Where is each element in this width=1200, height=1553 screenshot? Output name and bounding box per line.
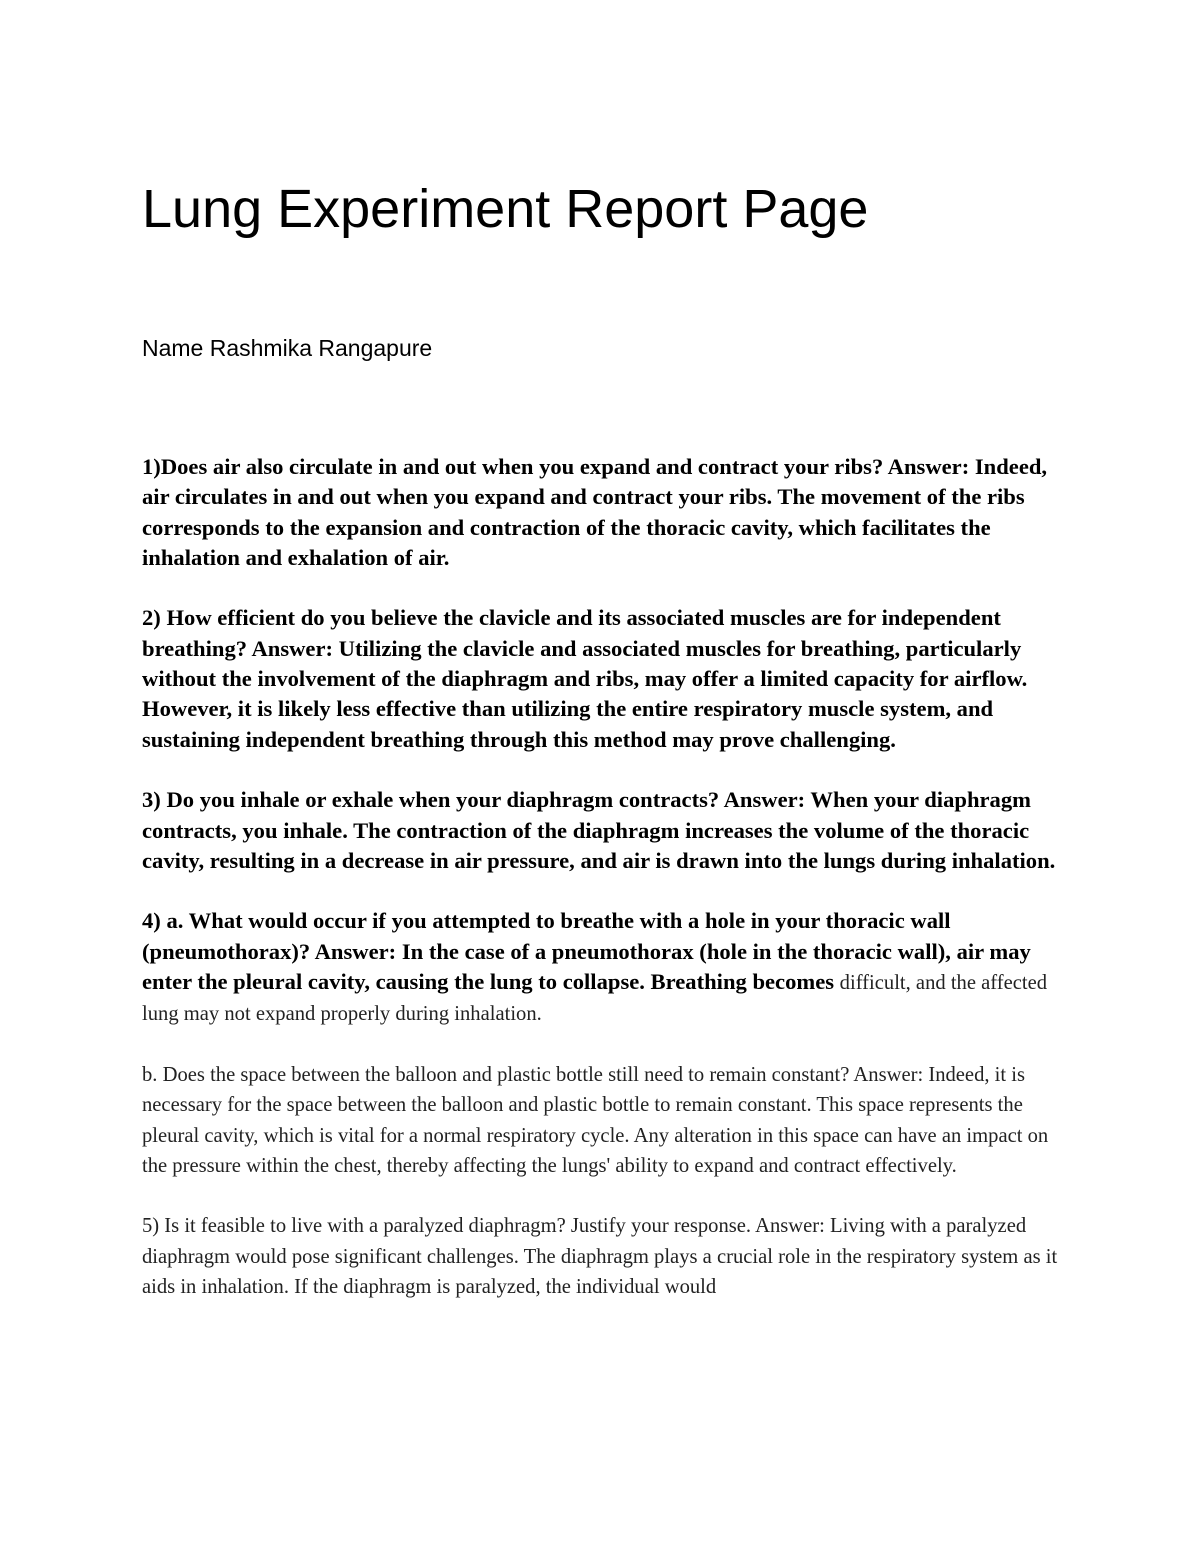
student-name: Name Rashmika Rangapure [142, 335, 433, 361]
question-4b: b. Does the space between the balloon and plastic bottle still need to remain constant? Answer: Indeed, it is necessary for the space between the balloon and plastic bottle to remain constant. This space represents the pleural cavity, which is vital for a normal respiratory cycle. Any alteration in this space can have an impact on the pressure within the chest, thereby affecting the lungs' ability to expand and contract effectively. [142, 1063, 1049, 1177]
page-title: Lung Experiment Report Page [142, 179, 869, 239]
question-2: 2) How efficient do you believe the clavicle and its associated muscles are for independent breathing? Answer: Utilizing the clavicle and associated muscles for breathing, particularly without the involvement of the diaphragm and ribs, may offer a limited capacity for airflow. However, it is likely less effective than utilizing the entire respiratory muscle system, and sustaining independent breathing through this method may prove challenging. [142, 605, 1028, 752]
question-5: 5) Is it feasible to live with a paralyzed diaphragm? Justify your response. Answer: Living with a paralyzed diaphragm would pose significant challenges. The diaphragm plays a crucial role in the respiratory system as it aids in inhalation. If the diaphragm is paralyzed, the individual would [142, 1215, 1058, 1299]
question-4a-rest-text: difficult, and the affected lung may not expand properly during inhalation. [142, 972, 1048, 1026]
question-4a-bold-text: 4) a. What would occur if you attempted to breathe with a hole in your thoracic wall (pneumothorax)? Answer: In the case of a pneumothorax (hole in the thoracic wall), air may enter the pleural cavity, causing the lung to collapse. Breathing becomes [142, 908, 1031, 995]
question-3: 3) Do you inhale or exhale when your diaphragm contracts? Answer: When your diaphragm contracts, you inhale. The contraction of the diaphragm increases the volume of the thoracic cavity, resulting in a decrease in air pressure, and air is drawn into the lungs during inhalation. [142, 787, 1056, 873]
question-1: 1)Does air also circulate in and out when you expand and contract your ribs? Answer: Indeed, air circulates in and out when you expand and contract your ribs. The movement of the ribs corresponds to the expansion and contraction of the thoracic cavity, which facilitates the inhalation and exhalation of air. [142, 454, 1048, 570]
report-body [142, 452, 1066, 1333]
question-4a [142, 906, 1066, 1029]
